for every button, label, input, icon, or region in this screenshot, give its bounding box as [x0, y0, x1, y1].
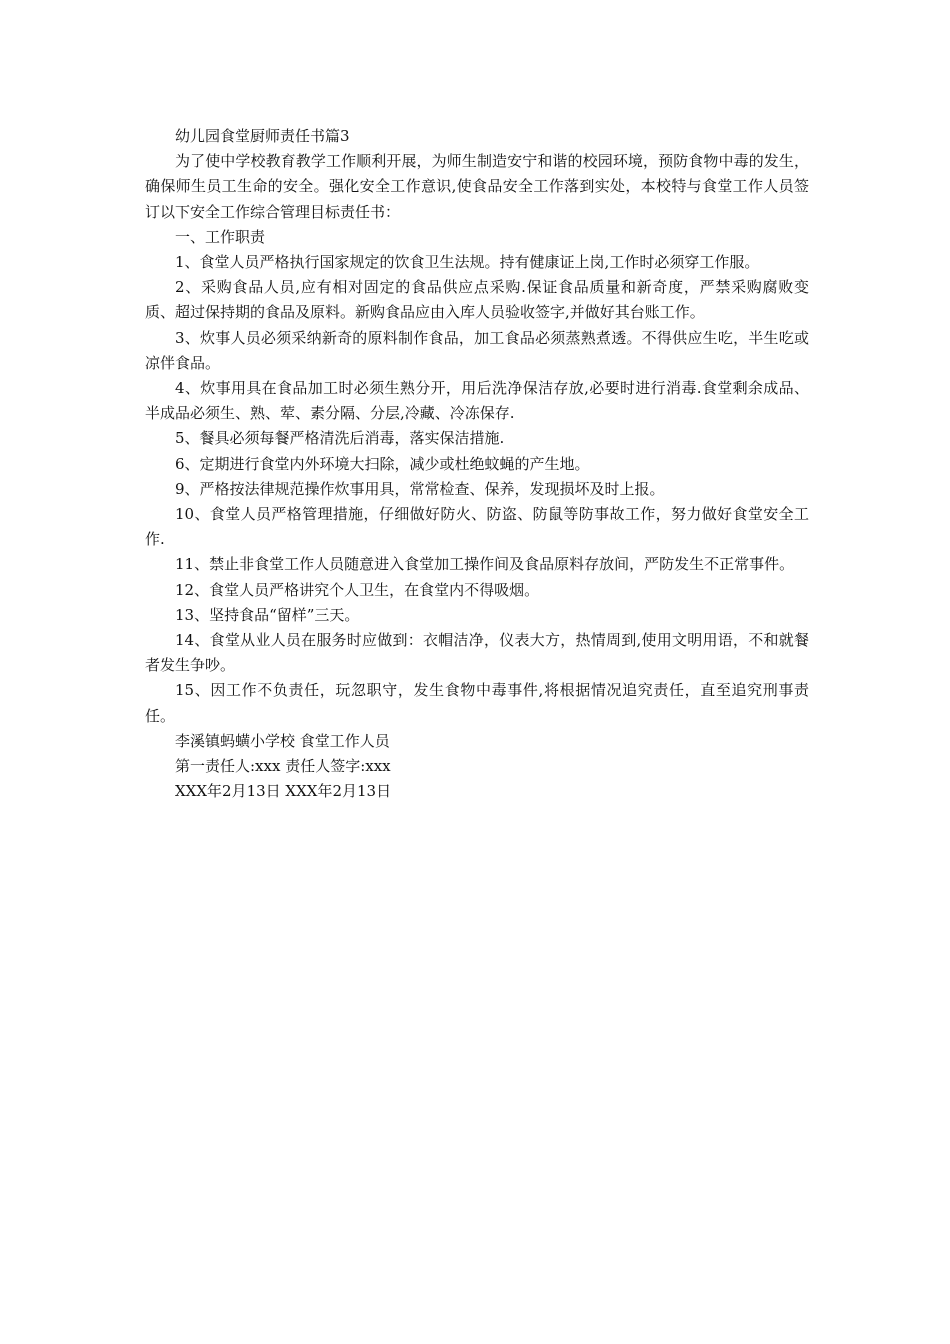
duty-item-13: 13、坚持食品“留样”三天。 — [175, 605, 360, 624]
intro-paragraph: 为了使中学校教育教学工作顺利开展，为师生制造安宁和谐的校园环境，预防食物中毒的发生，确保师生员工生命的安全。强化安全工作意识,使食品安全工作落到实处，本校特与食堂工作人员签订以下安全工作综合管理目标责任书： — [145, 152, 809, 221]
duty-item-4: 4、炊事用具在食品加工时必须生熟分开，用后洗净保洁存放,必要时进行消毒.食堂剩余成品、半成品必须生、熟、荤、素分隔、分层,冷藏、冷冻保存. — [145, 379, 809, 423]
duty-item-11: 11、禁止非食堂工作人员随意进入食堂加工操作间及食品原料存放间，严防发生不正常事件。 — [175, 555, 795, 574]
duty-item-14: 14、食堂从业人员在服务时应做到：衣帽洁净，仪表大方，热情周到,使用文明用语，不和就餐者发生争吵。 — [145, 631, 809, 675]
signature-persons: 第一责任人:xxx 责任人签字:xxx — [175, 757, 391, 776]
section-heading: 一、工作职责 — [175, 227, 266, 246]
document-page — [145, 124, 809, 804]
duty-item-15: 15、因工作不负责任，玩忽职守，发生食物中毒事件,将根据情况追究责任，直至追究刑事责任。 — [145, 681, 809, 725]
duty-item-6: 6、定期进行食堂内外环境大扫除，减少或杜绝蚊蝇的产生地。 — [175, 454, 590, 473]
duty-item-2: 2、采购食品人员,应有相对固定的食品供应点采购.保证食品质量和新奇度，严禁采购腐败变质、超过保持期的食品及原料。新购食品应由入库人员验收签字,并做好其台账工作。 — [145, 278, 809, 322]
duty-item-9: 9、严格按法律规范操作炊事用具，常常检查、保养，发现损坏及时上报。 — [175, 479, 665, 498]
duty-item-5: 5、餐具必须每餐严格清洗后消毒，落实保洁措施. — [175, 429, 505, 448]
signature-dates: XXX年2月13日 XXX年2月13日 — [175, 782, 392, 801]
signature-org: 李溪镇蚂蟥小学校 食堂工作人员 — [175, 731, 390, 750]
duty-item-10: 10、食堂人员严格管理措施，仔细做好防火、防盗、防鼠等防事故工作，努力做好食堂安全工作. — [145, 505, 809, 549]
duty-item-3: 3、炊事人员必须采纳新奇的原料制作食品，加工食品必须蒸熟煮透。不得供应生吃，半生吃或凉伴食品。 — [145, 328, 809, 372]
duty-item-12: 12、食堂人员严格讲究个人卫生，在食堂内不得吸烟。 — [175, 580, 540, 599]
document-title: 幼儿园食堂厨师责任书篇3 — [175, 127, 350, 145]
duty-item-1: 1、食堂人员严格执行国家规定的饮食卫生法规。持有健康证上岗,工作时必须穿工作服。 — [175, 253, 760, 272]
